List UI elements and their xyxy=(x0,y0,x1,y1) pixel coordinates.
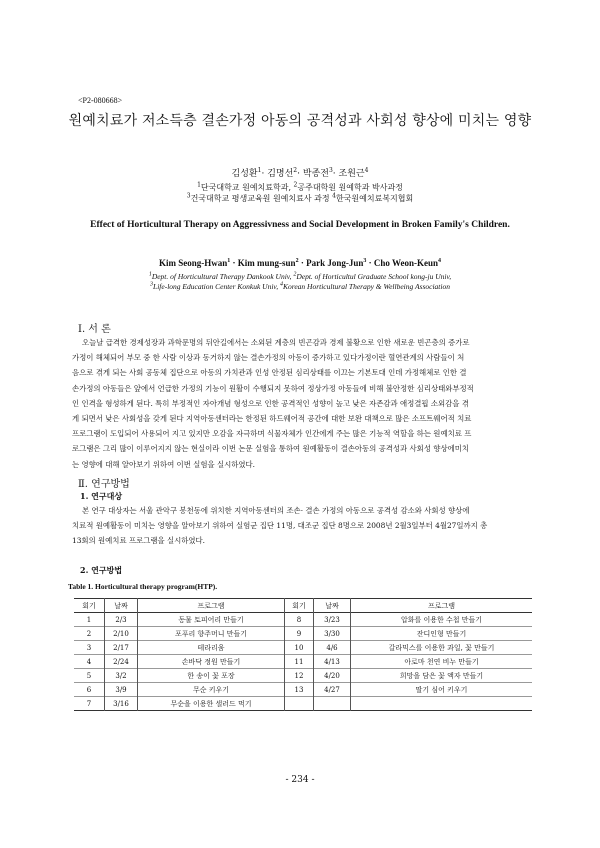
author-name: 박종전 xyxy=(302,169,329,179)
aff-sup: 2 xyxy=(293,181,298,189)
author-sup: 4 xyxy=(437,258,441,264)
table-cell: 무순을 이용한 샐러드 먹기 xyxy=(138,697,285,711)
aff-text: Dept. of Horticultural Therapy Dankook Univ, xyxy=(151,272,294,281)
table-cell xyxy=(351,697,533,711)
text-line: 는 영향에 대해 알아보기 위하여 이번 실험을 실시하였다. xyxy=(72,459,256,469)
table-cell: 2/17 xyxy=(105,641,138,655)
aff-text: 공주대학원 원예학과 박사과정 xyxy=(297,183,403,192)
table-caption: Table 1. Horticultural therapy program(HTP). xyxy=(68,582,218,591)
text-line: 본 연구 대상자는 서울 관악구 봉천동에 위치한 지역아동센터의 조손· 결손 가정의 아동으로 공격성 감소와 사회성 향상에 xyxy=(82,506,470,515)
table-cell: 무순 키우기 xyxy=(138,683,285,697)
table-cell: 1 xyxy=(74,613,105,627)
table-cell: 13 xyxy=(285,683,314,697)
author-sep: · xyxy=(297,169,300,179)
aff-sup: 3 xyxy=(186,192,191,200)
author-sup: 1 xyxy=(227,258,231,264)
table-cell: 4/27 xyxy=(314,683,351,697)
column-header: 회기 xyxy=(74,599,105,613)
aff-sup: 4 xyxy=(279,281,283,288)
table-cell: 압화를 이용한 수첩 만들기 xyxy=(351,613,533,627)
text-line: 프로그램이 도입되어 사용되어 지고 있지만 오감을 자극하며 식물자체가 인간에게 주는 많은 기능적 역할을 하는 원예치료 프 xyxy=(72,429,472,439)
table-cell: 한 송이 꽃 포장 xyxy=(138,669,285,683)
author-name: Cho Weon-Keun xyxy=(373,258,438,268)
table-cell: 7 xyxy=(74,697,105,711)
subsection-heading-method: 2. 연구방법 xyxy=(80,565,123,575)
table-cell: 8 xyxy=(285,613,314,627)
author-sup: 3 xyxy=(328,167,333,174)
table-cell: 희망을 담은 꽃 액자 만들기 xyxy=(351,669,533,683)
table-cell: 11 xyxy=(285,655,314,669)
table-cell: 동물 토피어리 만들기 xyxy=(138,613,285,627)
author-sep: · xyxy=(230,258,238,268)
author-sup: 1 xyxy=(257,167,262,174)
table-cell: 3/2 xyxy=(105,669,138,683)
text-line: 음으로 겪게 되는 사회 공동체 집단으로 아동의 가치관과 인성 안정된 심리상태를 이끄는 기본토대 인데 가정해체로 인한 결 xyxy=(72,368,467,378)
author-sup: 2 xyxy=(293,167,298,174)
text-line: 13회의 원예치료 프로그램을 실시하였다. xyxy=(72,536,206,546)
table-cell: 4 xyxy=(74,655,105,669)
author-sep: · xyxy=(261,169,265,179)
table-row xyxy=(74,613,532,627)
table-row xyxy=(74,627,532,641)
text-line: 로그램은 그리 많이 이루어지지 않는 현실이라 이번 논문 실험을 통하여 원예활동이 결손아동의 공격성과 사회성 향상에미치 xyxy=(72,444,470,454)
subsection-heading-subjects: 1. 연구대상 xyxy=(80,491,123,501)
title-korean: 원예치료가 저소득층 결손가정 아동의 공격성과 사회성 향상에 미치는 영향 xyxy=(68,113,532,129)
author-name: 조원근 xyxy=(338,169,365,179)
author-name: Kim Seong-Hwan xyxy=(159,258,228,268)
table-cell: 6 xyxy=(74,683,105,697)
section-heading-introduction: Ⅰ. 서 론 xyxy=(78,324,111,335)
affiliations-english xyxy=(60,272,540,292)
author-name: 김성환 xyxy=(231,169,258,179)
author-sup: 3 xyxy=(363,258,367,264)
column-header: 회기 xyxy=(285,599,314,613)
authors-english xyxy=(60,258,540,268)
table-row xyxy=(74,669,532,683)
table-cell: 잔디인형 만들기 xyxy=(351,627,533,641)
table-row xyxy=(74,683,532,697)
author-sep: · xyxy=(366,258,374,268)
text-line: 치료적 원예활동이 미치는 영향을 알아보기 위하여 실험군 집단 11명, 대조군 집단 8명으로 2008년 2월3일부터 4월27일까지 총 xyxy=(72,521,488,531)
author-sep: · xyxy=(332,169,336,179)
column-header: 날짜 xyxy=(314,599,351,613)
table-cell: 2/10 xyxy=(105,627,138,641)
aff-sup: 1 xyxy=(148,271,152,278)
aff-text: 한국원예치료복지협회 xyxy=(335,194,414,203)
title-english: Effect of Horticultural Therapy on Aggressivness and Social Development in Broken Family's Children. xyxy=(90,220,510,230)
text-line: 인 인격을 형성하게 된다. 특히 부정적인 자아개념 형성으로 인한 공격적인 성향이 높고 낮은 자존감과 애정결핍 소외감을 겪 xyxy=(72,398,469,408)
column-header: 프로그램 xyxy=(138,599,285,613)
table-cell: 딸기 심어 키우기 xyxy=(351,683,533,697)
table-row xyxy=(74,697,532,711)
table-cell: 10 xyxy=(285,641,314,655)
table-cell: 포푸리 향주머니 만들기 xyxy=(138,627,285,641)
table-cell xyxy=(285,697,314,711)
table-row xyxy=(74,655,532,669)
text-line: 게 되면서 낮은 사회성을 갖게 된다 지역아동센터라는 한정된 하드웨어적 공간에 대한 보완 대책으로 많은 소프트웨어적 치료 xyxy=(72,414,472,424)
table-cell: 테라리움 xyxy=(138,641,285,655)
author-sep: · xyxy=(298,258,307,268)
table-cell: 3/30 xyxy=(314,627,351,641)
table-cell: 3/16 xyxy=(105,697,138,711)
aff-sup: 2 xyxy=(293,271,297,278)
affiliation-line xyxy=(60,193,540,204)
table-cell: 3 xyxy=(74,641,105,655)
table-header-row xyxy=(74,599,532,613)
table-cell: 2/3 xyxy=(105,613,138,627)
table-cell: 2/24 xyxy=(105,655,138,669)
table-cell: 갈라믹스를 이용한 과일, 꽃 만들기 xyxy=(351,641,533,655)
program-table xyxy=(74,598,532,711)
aff-text: 건국대학교 평생교육원 원예치료사 과정 xyxy=(190,194,333,203)
author-sup: 2 xyxy=(295,258,299,264)
aff-text: Korean Horticultural Therapy & Wellbeing Association xyxy=(282,282,450,291)
table-cell xyxy=(314,697,351,711)
table-cell: 아로마 천연 비누 만들기 xyxy=(351,655,533,669)
table-cell: 손바닥 정원 만들기 xyxy=(138,655,285,669)
author-name: Kim mung-sun xyxy=(237,258,296,268)
text-line: 손가정의 아동들은 앞에서 언급한 가정의 기능이 원활이 수행되지 못하여 정상가정 아동들에 비해 불안정한 심리상태와부정적 xyxy=(72,383,474,393)
table-cell: 3/23 xyxy=(314,613,351,627)
section-heading-methods: Ⅱ. 연구방법 xyxy=(78,479,130,490)
table-row xyxy=(74,641,532,655)
aff-sup: 3 xyxy=(150,281,154,288)
column-header: 프로그램 xyxy=(351,599,533,613)
aff-sup: 1 xyxy=(197,181,201,189)
table-cell: 4/13 xyxy=(314,655,351,669)
affiliation-line xyxy=(60,182,540,193)
text-line: 가정이 해체되어 부모 중 한 사람 이상과 동거하지 않는 결손가정의 아동이 증가하고 있다가정이란 혈연관계의 사람들이 처 xyxy=(72,353,465,363)
text-line: 오늘날 급격한 경제성장과 과학문명의 뒤안길에서는 소외된 계층의 빈곤감과 경제 불황으로 인한 새로운 빈곤층의 증가로 xyxy=(82,338,470,347)
affiliations-korean xyxy=(60,182,540,204)
affiliation-line xyxy=(60,272,540,282)
aff-text: Life-long Education Center Konkuk Univ, xyxy=(153,282,280,291)
table-cell: 4/6 xyxy=(314,641,351,655)
table-cell: 2 xyxy=(74,627,105,641)
author-sup: 4 xyxy=(364,167,369,174)
table-cell: 4/20 xyxy=(314,669,351,683)
affiliation-line xyxy=(60,282,540,292)
subjects-paragraph xyxy=(72,503,532,549)
authors-korean xyxy=(60,166,540,179)
introduction-paragraph xyxy=(72,335,532,472)
paper-code: <P2-080668> xyxy=(78,96,123,105)
aff-text: Dept. of Horticultul Graduate School kong-ju Univ, xyxy=(296,272,452,281)
page-number: - 234 - xyxy=(285,775,315,785)
table-cell: 9 xyxy=(285,627,314,641)
table-cell: 3/9 xyxy=(105,683,138,697)
aff-text: 단국대학교 원예치료학과, xyxy=(200,183,294,192)
aff-sup: 4 xyxy=(332,192,336,200)
table-cell: 12 xyxy=(285,669,314,683)
author-name: 김명선 xyxy=(267,169,294,179)
column-header: 날짜 xyxy=(105,599,138,613)
table-cell: 5 xyxy=(74,669,105,683)
author-name: Park Jong-Jun xyxy=(306,258,364,268)
